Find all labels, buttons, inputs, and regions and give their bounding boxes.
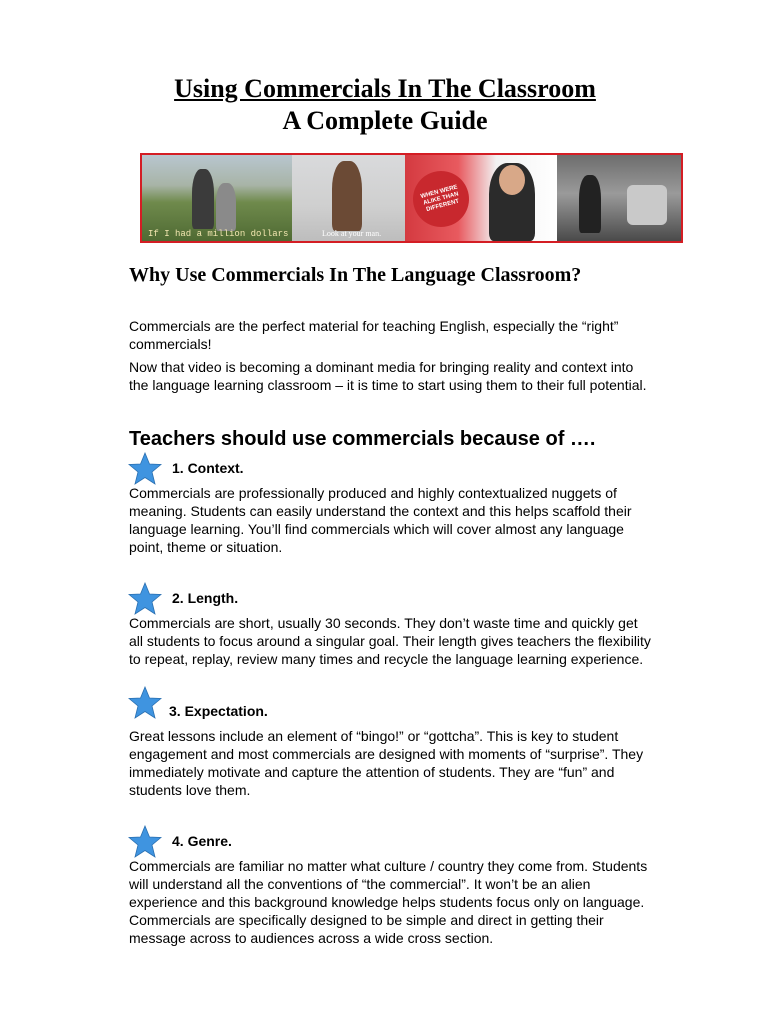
paragraph-intro: Commercials are the perfect material for teaching English, especially the “right” commercials!: [129, 318, 619, 352]
item-body-expectation: Great lessons include an element of “bingo!” or “gottcha”. This is key to student engagement and most commercials are designed with moments of “surprise”. They immediately motivate and capture the attention of students. They are “fun” and students love them.: [129, 728, 644, 798]
page-title: Using Commercials In The Classroom: [174, 74, 596, 103]
banner-caption-2: Look at your man.: [322, 229, 382, 238]
item-label-expectation: 3. Expectation.: [169, 703, 268, 719]
item-label-genre: 4. Genre.: [172, 833, 232, 849]
section-heading-why: Why Use Commercials In The Language Classroom?: [129, 264, 582, 286]
star-icon: [128, 686, 162, 720]
banner-image: [140, 153, 683, 243]
paragraph-potential: Now that video is becoming a dominant media for bringing reality and context into the language learning classroom – it is time to start using them to their full potential.: [129, 359, 647, 393]
star-icon: [128, 582, 162, 616]
item-label-context: 1. Context.: [172, 460, 244, 476]
star-icon: [128, 825, 162, 859]
item-body-length: Commercials are short, usually 30 seconds. They don’t waste time and quickly get all students to focus around a singular goal. Their length gives teachers the flexibility to repeat, replay, review many times and recycle the language learning experience.: [129, 615, 651, 667]
item-label-length: 2. Length.: [172, 590, 239, 606]
item-body-context: Commercials are professionally produced and highly contextualized nuggets of meaning. Students can easily understand the context and this helps scaffold their language learning. You’ll find commercials which will cover almost any language point, theme or situation.: [129, 485, 632, 555]
banner-caption-1: If I had a million dollars: [148, 229, 289, 239]
banner-panel-seal: [405, 155, 557, 241]
banner-panel-couple: [142, 155, 292, 241]
item-body-genre: Commercials are familiar no matter what culture / country they come from. Students will understand all the conventions of “the commercial”. It won’t be an alien experience and this background knowledge helps students focus only on language. Commercials are specifically designed to be simple and direct in getting their message across to audiences across a wide cross section.: [129, 858, 648, 946]
banner-seal: WHEN WERE ALIKE THAN DIFFERENT: [407, 165, 476, 234]
star-icon: [128, 452, 162, 486]
section-heading-teachers: Teachers should use commercials because of ….: [129, 428, 596, 450]
banner-panel-man: [292, 155, 405, 241]
banner-panel-gym: [557, 155, 681, 241]
page-subtitle: A Complete Guide: [282, 106, 488, 135]
